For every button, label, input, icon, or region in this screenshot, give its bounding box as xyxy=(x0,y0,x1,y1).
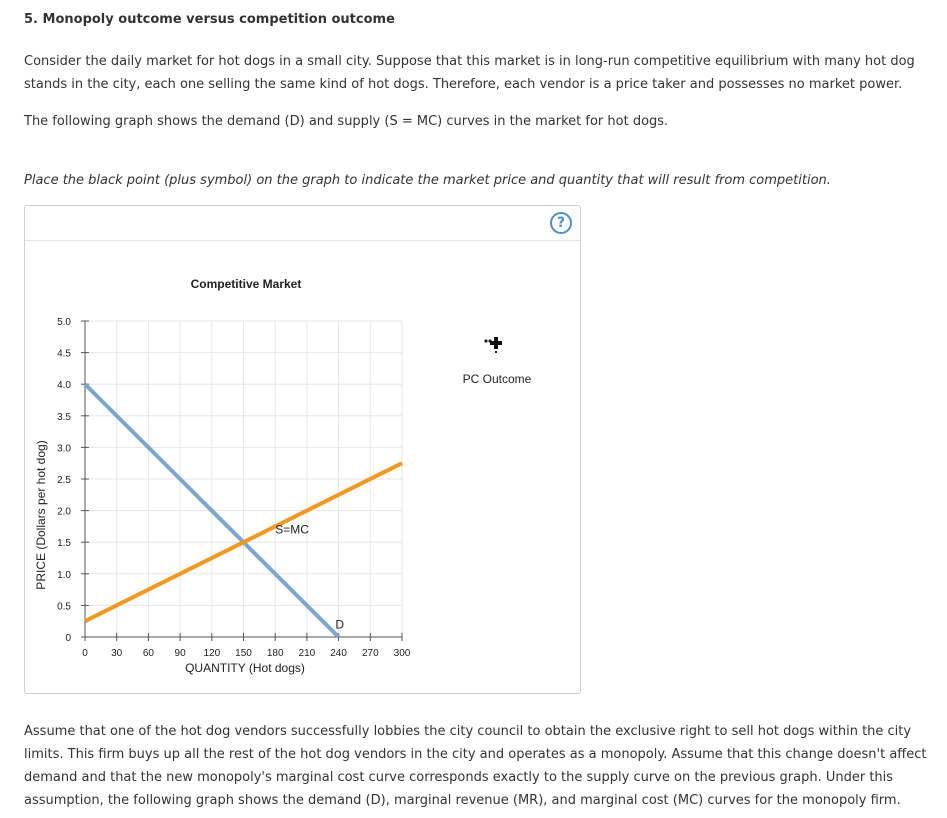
y-tick-label: 1.0 xyxy=(57,569,71,581)
x-tick-label: 180 xyxy=(266,648,284,659)
graph-panel xyxy=(24,205,581,694)
y-tick-label: 2.5 xyxy=(57,475,71,486)
y-tick-label: 0 xyxy=(65,633,71,644)
x-tick-label: 210 xyxy=(298,648,316,659)
x-tick-label: 60 xyxy=(142,648,154,659)
y-axis-label: PRICE (Dollars per hot dog) xyxy=(34,440,48,590)
chart-title: Competitive Market xyxy=(190,277,302,291)
x-tick-label: 150 xyxy=(235,648,252,659)
plus-marker-icon[interactable] xyxy=(490,337,502,353)
x-tick-label: 0 xyxy=(82,648,88,659)
x-tick-label: 90 xyxy=(174,648,186,659)
x-tick-label: 240 xyxy=(330,648,347,659)
supply-mc-label: S=MC xyxy=(275,522,309,537)
graph-intro-paragraph: The following graph shows the demand (D) and supply (S = MC) curves in the market for hot dogs. xyxy=(24,114,669,129)
intro-paragraph: Consider the daily market for hot dogs in a small city. Suppose that this market is in long-run competitive equilibrium with many hot dog stands in the city, each one selling the same kind of hot dogs. Therefore, each vendor is a price taker and possesses no market power. xyxy=(24,54,915,92)
y-tick-label: 2.0 xyxy=(57,506,71,518)
x-tick-label: 30 xyxy=(111,648,123,659)
x-tick-label: 270 xyxy=(361,648,379,659)
instruction-text: Place the black point (plus symbol) on the graph to indicate the market price and quantity that will result from competition. xyxy=(24,173,831,188)
y-tick-label: 3.5 xyxy=(57,411,71,423)
demand-label: D xyxy=(335,617,345,632)
closing-paragraph: Assume that one of the hot dog vendors successfully lobbies the city council to obtain the exclusive right to sell hot dogs within the city limits. This firm buys up all the rest of the hot dog vendors in the city and operates as a monopoly. Assume that this change doesn't affect demand and that the new monopoly's marginal cost curve corresponds exactly to the supply curve on the previous graph. Under this assumption, the following graph shows the demand (D), marginal revenue (MR), and marginal cost (MC) curves for the monopoly firm. xyxy=(24,724,927,808)
x-axis-label: QUANTITY (Hot dogs) xyxy=(185,661,305,675)
x-tick-label: 300 xyxy=(393,648,411,659)
tool-dot-icon xyxy=(484,339,487,342)
y-tick-label: 0.5 xyxy=(57,601,71,613)
y-tick-label: 3.0 xyxy=(57,443,71,455)
competitive-market-chart[interactable] xyxy=(25,241,580,693)
pc-outcome-label: PC Outcome xyxy=(462,372,532,386)
y-tick-label: 4.0 xyxy=(57,380,71,392)
graph-toolbar xyxy=(25,206,580,241)
pc-outcome-tool[interactable] xyxy=(463,337,532,386)
page-heading: 5. Monopoly outcome versus competition outcome xyxy=(24,12,395,27)
help-button[interactable]: ? xyxy=(550,212,572,234)
x-tick-label: 120 xyxy=(203,648,221,659)
y-tick-label: 5.0 xyxy=(57,317,71,328)
y-tick-label: 4.5 xyxy=(57,348,71,360)
y-tick-label: 1.5 xyxy=(57,538,71,550)
